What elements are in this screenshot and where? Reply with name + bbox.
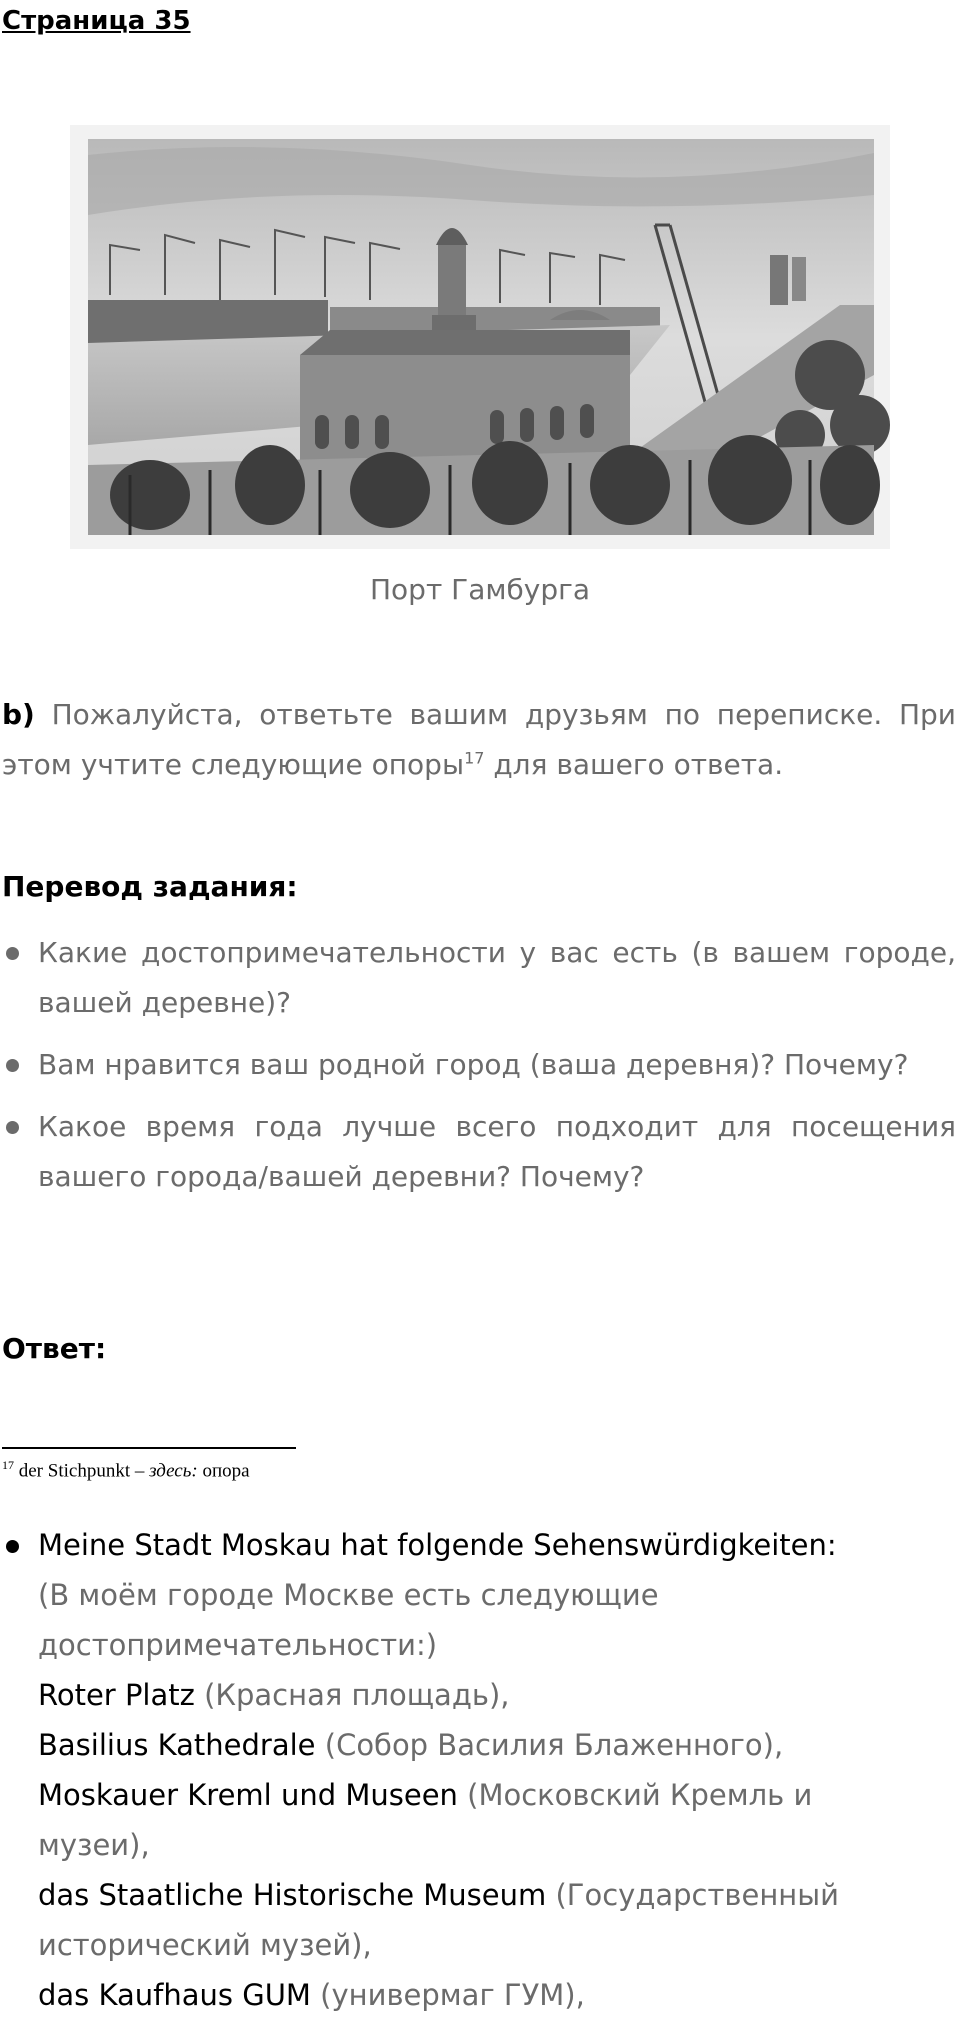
bullet-icon [6,947,19,960]
list-item: Basilius Kathedrale (Собор Василия Блаженного), [38,1728,784,1762]
footnote-divider [2,1447,296,1449]
bullet-icon [6,1540,19,1553]
task-paragraph [2,690,956,790]
bullet-icon [6,1059,19,1072]
task-text-part1: Пожалуйста, ответьте вашим друзьям по переписке. При этом учтите следующие опоры [2,698,956,781]
list-item: Вам нравится ваш родной город (ваша деревня)? Почему? [0,1040,956,1090]
list-item: Roter Platz (Красная площадь), [38,1678,510,1712]
page-title: Страница 35 [2,6,191,36]
list-item: Какие достопримечательности у вас есть (в вашем городе, вашей деревне)? [0,928,956,1028]
task-text-part2: для вашего ответа. [484,748,784,781]
task-label: b) [2,698,35,731]
list-item: Moskauer Kreml und Museen (Московский Кремль и музеи), [38,1778,813,1862]
answer-intro-de: Meine Stadt Moskau hat folgende Sehenswürdigkeiten: [38,1528,837,1562]
hamburg-port-photo [70,125,890,549]
answer-heading: Ответ: [2,1332,107,1365]
footnote-reference: 17 [464,748,485,768]
harbor-illustration [70,125,890,549]
answer-body [0,1520,956,2020]
image-caption: Порт Гамбурга [369,573,590,606]
list-item: Какое время года лучше всего подходит для посещения вашего города/вашей деревни? Почему? [0,1102,956,1202]
answer-intro-ru: (В моём городе Москве есть следующие достопримечательности:) [38,1578,659,1662]
footnote: $^{17}$ der Stichpunkt – здесь: опора [2,1458,250,1482]
bullet-icon [6,1121,19,1134]
translation-list [0,928,956,1214]
list-item: das Kaufhaus GUM (универмаг ГУМ), [38,1978,585,2012]
answer-list [0,1520,956,2020]
list-item: das Staatliche Historische Museum (Государственный исторический музей), [38,1878,839,1962]
translation-heading: Перевод задания: [2,870,298,903]
footnote-number: 17 [2,1458,14,1472]
